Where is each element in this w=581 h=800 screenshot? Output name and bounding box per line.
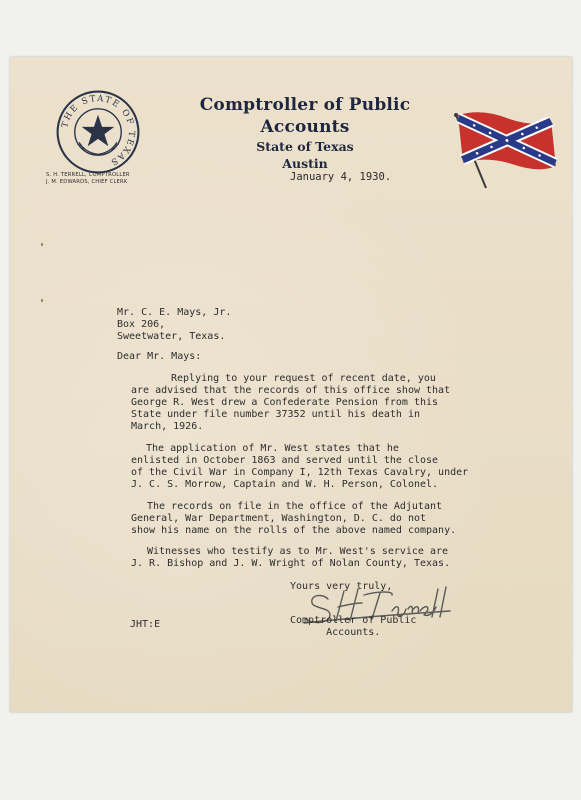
official-comptroller: S. H. TERRELL, COMPTROLLER <box>46 172 130 178</box>
paragraph-line: J. C. S. Morrow, Captain and W. H. Person, Colonel. <box>131 479 439 490</box>
address-line: Mr. C. E. Mays, Jr. <box>117 307 232 318</box>
paragraph-pension <box>131 373 450 433</box>
letterhead-heading <box>160 94 450 172</box>
paragraph-line: George R. West drew a Confederate Pension from this <box>131 397 439 408</box>
state-name: State of Texas <box>256 139 354 154</box>
paragraph-line: of the Civil War in Company I, 12th Texas Cavalry, under <box>131 467 469 478</box>
seal-text: THE STATE OF TEXAS <box>60 93 137 168</box>
signer-title-line: Comptroller of Public <box>290 615 417 626</box>
confederate-flag-icon <box>450 85 560 195</box>
office-title: Comptroller of Public Accounts <box>199 95 411 137</box>
paragraph-witnesses <box>131 546 450 570</box>
paper-blemish <box>41 299 43 302</box>
paragraph-line: The application of Mr. West states that he <box>146 443 399 454</box>
paragraph-line: are advised that the records of this office show that <box>131 385 451 396</box>
signer-title-line: Accounts. <box>290 627 381 638</box>
paragraph-line: General, War Department, Washington, D. C. do not <box>131 513 427 524</box>
recipient-address <box>117 307 231 343</box>
paragraph-line: Replying to your request of recent date, you <box>171 373 436 384</box>
typist-initials: JHT:E <box>130 619 161 630</box>
paper-blemish <box>41 243 43 246</box>
letter-date: January 4, 1930. <box>290 171 392 183</box>
paragraph-records <box>131 501 456 537</box>
texas-seal-icon <box>55 89 141 175</box>
paragraph-line: Witnesses who testify as to Mr. West's service are <box>147 546 449 557</box>
salutation: Dear Mr. Mays: <box>117 351 202 362</box>
paragraph-line: State under file number 37352 until his death in <box>131 409 420 420</box>
officials-list <box>46 172 186 186</box>
official-chief-clerk: J. M. EDWARDS, CHIEF CLERK <box>46 179 128 185</box>
paragraph-line: enlisted in October 1863 and served until the close <box>131 455 439 466</box>
address-line: Sweetwater, Texas. <box>117 331 226 342</box>
letter-page <box>10 57 572 712</box>
paragraph-line: The records on file in the office of the Adjutant <box>147 501 443 512</box>
city-name: Austin <box>282 156 328 171</box>
closing: Yours very truly, <box>290 581 393 592</box>
paragraph-enlistment <box>131 443 468 491</box>
address-line: Box 206, <box>117 319 166 330</box>
paragraph-line: March, 1926. <box>131 421 204 432</box>
paragraph-line: show his name on the rolls of the above named company. <box>131 525 457 536</box>
signer-title <box>290 615 416 639</box>
paragraph-line: J. R. Bishop and J. W. Wright of Nolan County, Texas. <box>131 558 451 569</box>
